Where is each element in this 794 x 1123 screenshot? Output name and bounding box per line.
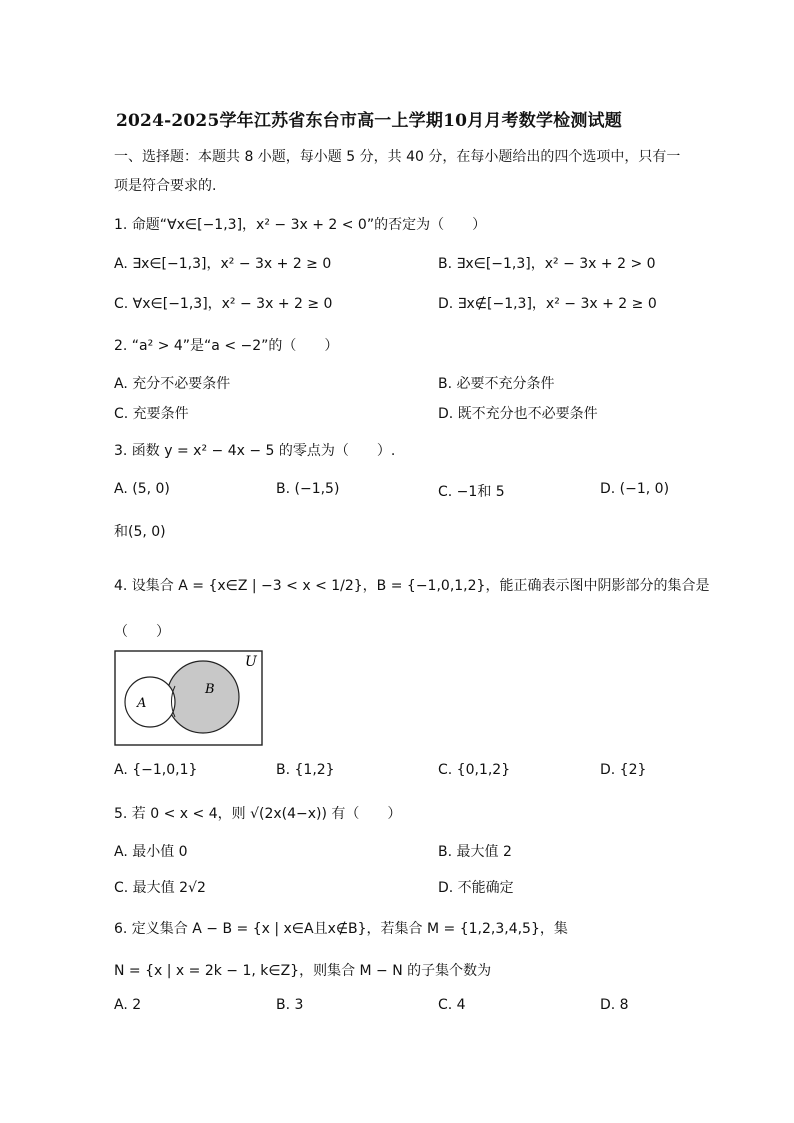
- q1-stem: 1. 命题“∀x∈[−1,3]，x² − 3x + 2 < 0”的否定为（ ）: [114, 217, 487, 233]
- q5-option-c: C. 最大值 2√2: [114, 880, 206, 896]
- set-a-circle: [125, 677, 175, 727]
- section-instructions-line2: 项是符合要求的.: [114, 178, 217, 194]
- q3-stem: 3. 函数 y = x² − 4x − 5 的零点为（ ）.: [114, 443, 396, 459]
- q2-option-b: B. 必要不充分条件: [438, 376, 555, 392]
- q4-option-d: D. {2}: [600, 762, 647, 778]
- q6-option-a: A. 2: [114, 997, 142, 1013]
- q2-option-c: C. 充要条件: [114, 406, 189, 422]
- exam-title: 2024-2025学年江苏省东台市高一上学期10月月考数学检测试题: [116, 111, 622, 131]
- venn-label-a: A: [137, 696, 147, 711]
- q5-stem: 5. 若 0 < x < 4，则 √(2x(4−x)) 有（ ）: [114, 806, 402, 822]
- q6-option-b: B. 3: [276, 997, 304, 1013]
- q3-option-b: B. (−1,5): [276, 481, 340, 497]
- q3-option-c: C. −1和 5: [438, 484, 505, 500]
- set-b-circle: [167, 661, 239, 733]
- q2-option-a: A. 充分不必要条件: [114, 376, 231, 392]
- q4-stem-continued: （ ）: [114, 624, 170, 640]
- q5-option-b: B. 最大值 2: [438, 844, 512, 860]
- q3-option-d: D. (−1, 0): [600, 481, 670, 497]
- q1-option-b: B. ∃x∈[−1,3]，x² − 3x + 2 > 0: [438, 256, 656, 272]
- venn-diagram: [114, 650, 264, 748]
- q6-option-d: D. 8: [600, 997, 629, 1013]
- q5-option-a: A. 最小值 0: [114, 844, 188, 860]
- section-instructions-line1: 一、选择题：本题共 8 小题，每小题 5 分，共 40 分，在每小题给出的四个选项中，只有一: [114, 149, 681, 165]
- q1-option-a: A. ∃x∈[−1,3]，x² − 3x + 2 ≥ 0: [114, 256, 332, 272]
- q3-option-a: A. (5, 0): [114, 481, 170, 497]
- q1-option-c: C. ∀x∈[−1,3]，x² − 3x + 2 ≥ 0: [114, 296, 333, 312]
- q4-option-c: C. {0,1,2}: [438, 762, 511, 778]
- venn-label-u: U: [245, 654, 257, 670]
- q4-stem: 4. 设集合 A = {x∈Z | −3 < x < 1/2}，B = {−1,0,1,2}，能正确表示图中阴影部分的集合是: [114, 578, 710, 594]
- q4-option-a: A. {−1,0,1}: [114, 762, 198, 778]
- q5-option-d: D. 不能确定: [438, 880, 514, 896]
- q2-option-d: D. 既不充分也不必要条件: [438, 406, 598, 422]
- q3-option-d-continued: 和(5, 0): [114, 524, 166, 540]
- q2-stem: 2. “a² > 4”是“a < −2”的（ ）: [114, 338, 339, 354]
- venn-label-b: B: [205, 682, 215, 697]
- q4-option-b: B. {1,2}: [276, 762, 335, 778]
- q6-stem-continued: N = {x | x = 2k − 1, k∈Z}，则集合 M − N 的子集个数为: [114, 963, 492, 979]
- q1-option-d: D. ∃x∉[−1,3]，x² − 3x + 2 ≥ 0: [438, 296, 657, 312]
- q6-option-c: C. 4: [438, 997, 466, 1013]
- q6-stem: 6. 定义集合 A − B = {x | x∈A且x∉B}，若集合 M = {1,2,3,4,5}，集: [114, 921, 568, 937]
